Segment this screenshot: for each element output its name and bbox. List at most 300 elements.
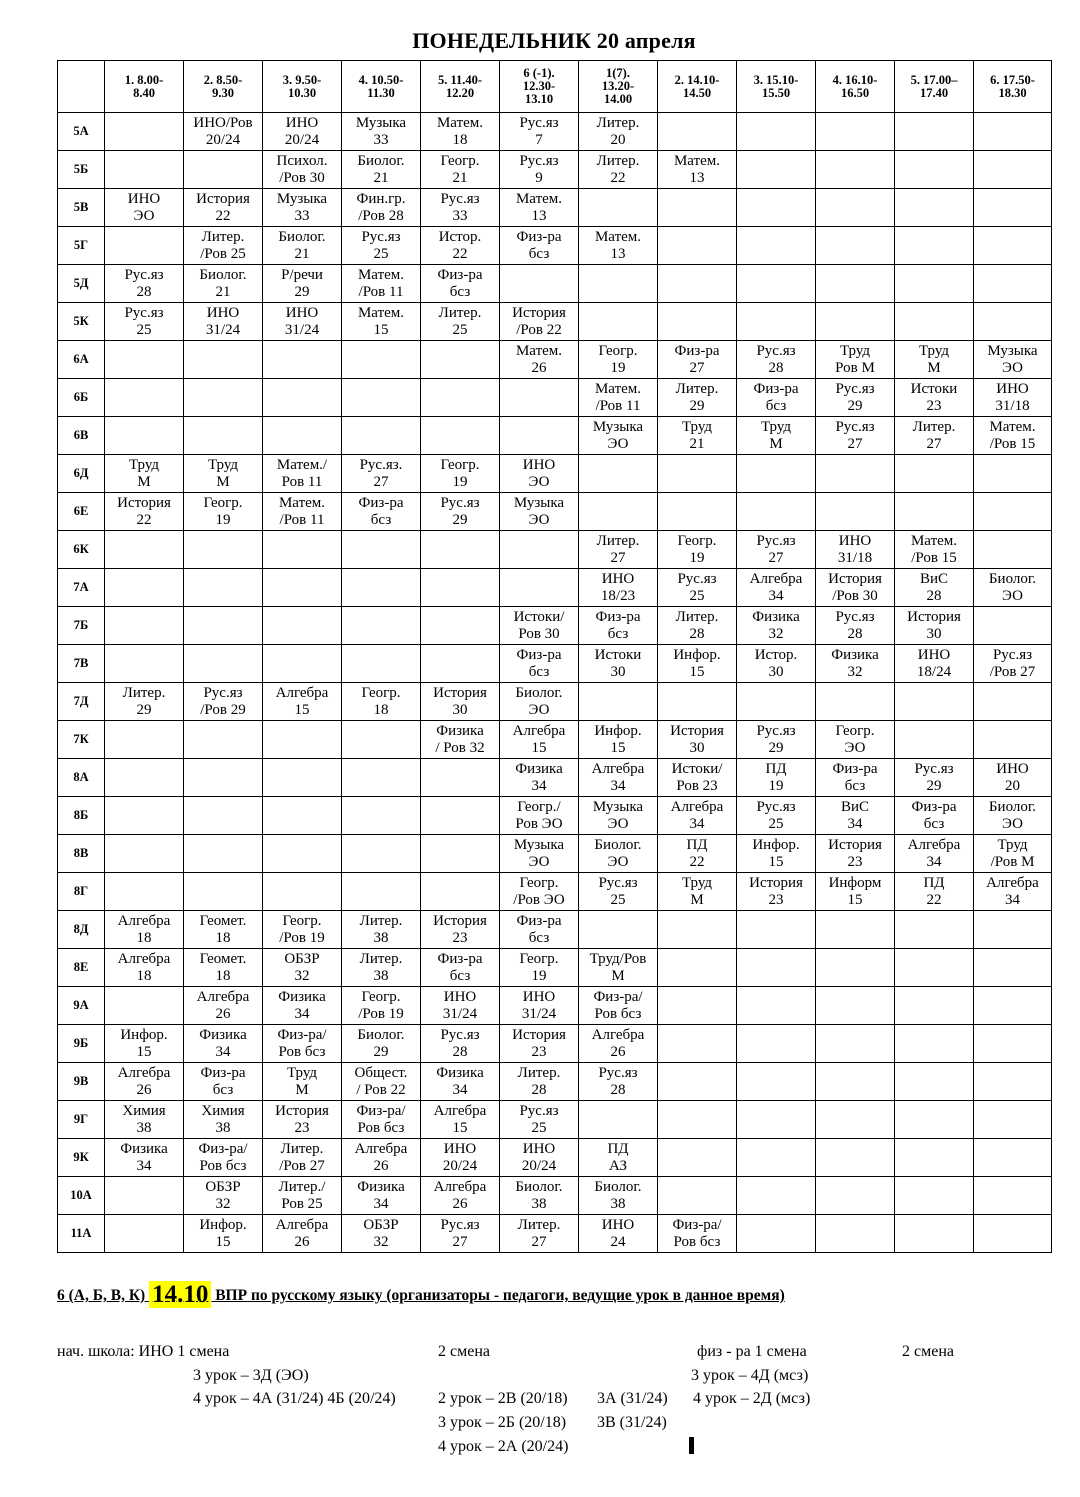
lesson-cell [895,341,974,379]
lesson-cell [816,569,895,607]
lesson-cell [579,1139,658,1177]
lesson-cell [263,683,342,721]
table-row [58,265,1052,303]
lesson-subject: Литер. [675,608,719,625]
lesson-cell [500,1101,579,1139]
class-label: 7Д [58,683,105,721]
lesson-room: 19 [452,473,468,490]
lesson-subject: Рус.яз [756,342,796,359]
lesson-cell [895,797,974,835]
lesson-room: 34 [689,815,705,832]
lesson-cell [342,721,421,759]
lesson-subject: Биолог. [515,684,563,701]
lesson-cell [500,417,579,455]
text-cursor [689,1437,694,1454]
corner-cell [58,61,105,113]
lesson-room: М [927,359,941,376]
lesson-cell [421,151,500,189]
lesson-cell [342,645,421,683]
lesson-room: /Ров 15 [911,549,957,566]
lesson-cell [974,683,1052,721]
lesson-subject: Рус.яз [361,228,401,245]
lesson-subject: Физ-ра/ [672,1216,722,1233]
lesson-room: бсз [844,777,866,794]
lesson-cell [263,1101,342,1139]
lesson-room: 30 [689,739,705,756]
lesson-cell [184,1215,263,1253]
lesson-cell [342,189,421,227]
lesson-room: 30 [610,663,626,680]
lesson-subject: Биолог. [594,1178,642,1195]
lesson-cell [263,1139,342,1177]
lesson-room: 29 [689,397,705,414]
lesson-cell [105,759,184,797]
lesson-room: /Ров 19 [358,1005,404,1022]
lesson-cell [579,1177,658,1215]
lesson-cell [579,189,658,227]
period-header-line: 3. 9.50- [282,72,322,87]
lesson-room: 27 [847,435,863,452]
lesson-cell [500,341,579,379]
lesson-cell [737,569,816,607]
lesson-cell [658,1063,737,1101]
lesson-cell [658,645,737,683]
lesson-cell [658,1177,737,1215]
table-row [58,911,1052,949]
lesson-subject: Рус.яз [124,266,164,283]
lesson-cell [579,721,658,759]
lesson-cell [658,455,737,493]
lesson-cell [263,151,342,189]
lesson-room: ЭО [528,473,550,490]
lesson-cell [737,493,816,531]
lesson-cell [342,531,421,569]
lesson-cell [737,1101,816,1139]
lesson-cell [421,569,500,607]
lesson-room: 38 [136,1119,152,1136]
period-header-line: 1(7). [606,66,630,80]
lesson-cell [105,949,184,987]
lesson-subject: Рус.яз [519,152,559,169]
lesson-subject: Биолог. [357,152,405,169]
lesson-room: 34 [531,777,547,794]
lesson-cell [816,113,895,151]
lesson-cell [579,1215,658,1253]
lesson-room: 22 [610,169,626,186]
period-header-line: 4. 16.10- [832,72,878,87]
lesson-cell [105,1139,184,1177]
lesson-subject: Матем. [989,418,1036,435]
lesson-cell [342,607,421,645]
lesson-room: 21 [294,245,310,262]
lesson-room: ЭО [607,815,629,832]
period-header-line: 14.00 [603,92,633,106]
lesson-cell [263,455,342,493]
lesson-subject: Музыка [592,798,644,815]
table-row [58,607,1052,645]
lesson-cell [500,1025,579,1063]
lesson-cell [184,1101,263,1139]
lesson-cell [816,341,895,379]
vpr-note [57,1281,785,1309]
lesson-cell [105,417,184,455]
lesson-room: 21 [689,435,705,452]
lesson-cell [184,227,263,265]
lesson-cell [500,1215,579,1253]
table-row [58,151,1052,189]
lesson-subject: Физ-ра [358,494,404,511]
lesson-cell [184,797,263,835]
lesson-cell [342,341,421,379]
lesson-cell [974,303,1052,341]
lesson-subject: Физика [831,646,879,663]
lesson-cell [816,835,895,873]
lesson-room: 15 [136,1043,152,1060]
table-row [58,1215,1052,1253]
lesson-room: / Ров 22 [356,1081,406,1098]
lesson-subject: Алгебра [117,950,171,967]
lesson-cell [737,1025,816,1063]
lesson-subject: Инфор. [673,646,721,663]
lesson-room: 28 [136,283,152,300]
lesson-room: 26 [136,1081,152,1098]
class-label: 6Б [58,379,105,417]
lesson-cell [500,797,579,835]
lesson-cell [263,493,342,531]
lesson-room: 23 [768,891,784,908]
lesson-cell [421,645,500,683]
lesson-room: 22 [689,853,705,870]
lesson-cell [184,493,263,531]
lesson-cell [105,569,184,607]
lesson-cell [184,683,263,721]
period-header-line: 11.30 [367,85,395,100]
period-header [342,61,421,113]
lesson-room: ЭО [607,435,629,452]
lesson-cell [816,303,895,341]
lesson-cell [737,987,816,1025]
lesson-cell [500,1063,579,1101]
ino-shift2-lesson2: 2 урок – 2В (20/18) [438,1390,568,1407]
lesson-cell [342,911,421,949]
lesson-cell [421,797,500,835]
lesson-subject: ПД [686,836,708,853]
lesson-subject: История [512,1026,566,1043]
lesson-subject: Литер. [596,114,640,131]
lesson-subject: Труд/Ров [589,950,647,967]
lesson-cell [500,911,579,949]
period-header-line: 5. 17.00– [910,72,958,87]
lesson-room: 29 [847,397,863,414]
lesson-cell [579,303,658,341]
lesson-subject: Рус.яз [598,874,638,891]
lesson-subject: Геомет. [199,912,247,929]
lesson-cell [579,569,658,607]
lesson-cell [342,987,421,1025]
lesson-subject: Физика [120,1140,168,1157]
lesson-cell [263,759,342,797]
lesson-cell [974,1025,1052,1063]
schedule-body [58,113,1052,1253]
vpr-note-text: ВПР по русскому языку (организаторы - педагоги, ведущие урок в данное время) [211,1287,785,1304]
lesson-cell [895,455,974,493]
lesson-cell [974,759,1052,797]
lesson-cell [184,1177,263,1215]
lesson-subject: Матем. [594,228,642,245]
lesson-cell [737,227,816,265]
lesson-room: 18 [215,929,231,946]
lesson-subject: Труд [207,456,239,473]
lesson-cell [579,531,658,569]
lesson-cell [895,949,974,987]
lesson-subject: Рус.яз [992,646,1033,663]
lesson-subject: Матем. [515,190,563,207]
lesson-room: 26 [215,1005,231,1022]
period-header [658,61,737,113]
class-label: 5Г [58,227,105,265]
lesson-room: ЭО [528,511,550,528]
lesson-cell [579,379,658,417]
lesson-room: /Ров 11 [279,511,325,528]
lesson-subject: Литер. [596,152,640,169]
lesson-room: 23 [294,1119,310,1136]
lesson-cell [895,227,974,265]
lesson-subject: Литер. [912,418,956,435]
lesson-cell [579,645,658,683]
lesson-cell [737,341,816,379]
lesson-room: Ров бсз [594,1005,642,1022]
lesson-subject: Р/речи [281,266,323,283]
lesson-cell [342,1063,421,1101]
lesson-room: 23 [531,1043,547,1060]
lesson-cell [579,1025,658,1063]
class-label: 9Г [58,1101,105,1139]
lesson-cell [184,569,263,607]
lesson-cell [737,1177,816,1215]
lesson-cell [658,189,737,227]
class-label: 8А [58,759,105,797]
lesson-room: 20/24 [442,1157,478,1174]
lesson-subject: Матем./ [276,456,328,473]
lesson-cell [658,341,737,379]
table-row [58,721,1052,759]
lesson-subject: Литер. [359,950,403,967]
lesson-room: Ров 23 [676,777,718,794]
lesson-subject: Алгебра [117,912,171,929]
lesson-cell [500,113,579,151]
lesson-room: 9 [535,169,543,186]
lesson-cell [342,1177,421,1215]
lesson-cell [579,873,658,911]
lesson-subject: Рус.яз [519,114,559,131]
lesson-subject: Рус.яз [440,1026,480,1043]
lesson-cell [342,1215,421,1253]
lesson-room: 20/24 [284,131,320,148]
lesson-subject: Геогр. [440,152,480,169]
lesson-subject: Физ-ра [674,342,720,359]
lesson-subject: Матем. [910,532,958,549]
period-header-line: 6 (-1). [523,66,555,80]
pe-first-shift-label: физ - ра 1 смена [697,1343,807,1360]
period-header [421,61,500,113]
lesson-room: 15 [215,1233,231,1250]
lesson-subject: Биолог. [199,266,247,283]
lesson-room: ЭО [133,207,155,224]
lesson-cell [974,531,1052,569]
lesson-cell [105,303,184,341]
lesson-subject: Физ-ра/ [198,1140,248,1157]
lesson-cell [974,1177,1052,1215]
lesson-cell [342,949,421,987]
lesson-cell [184,987,263,1025]
lesson-cell [816,1025,895,1063]
lesson-cell [500,759,579,797]
lesson-room: бсз [607,625,629,642]
ino-shift2-lesson2-extra: 3А (31/24) [597,1390,668,1407]
lesson-subject: Физ-ра [595,608,641,625]
lesson-cell [895,1177,974,1215]
lesson-room: 30 [926,625,942,642]
class-label: 8В [58,835,105,873]
lesson-cell [974,835,1052,873]
lesson-room: ЭО [607,853,629,870]
ino-shift2-lesson3: 3 урок – 2Б (20/18) [438,1414,567,1431]
period-header-line: 13.20- [601,79,635,93]
lesson-room: 21 [373,169,389,186]
period-header-line: 4. 10.50- [358,72,404,87]
lesson-cell [105,645,184,683]
lesson-subject: Музыка [513,836,565,853]
lesson-subject: Алгебра [117,1064,171,1081]
lesson-cell [421,1025,500,1063]
lesson-cell [579,987,658,1025]
lesson-subject: Инфор. [594,722,642,739]
lesson-room: 26 [531,359,547,376]
lesson-subject: Инфор. [199,1216,247,1233]
lesson-subject: Геомет. [199,950,247,967]
lesson-room: ЭО [528,701,550,718]
table-row [58,759,1052,797]
lesson-cell [184,303,263,341]
lesson-cell [105,1063,184,1101]
lesson-cell [421,303,500,341]
lesson-room: 38 [215,1119,231,1136]
lesson-cell [421,607,500,645]
lesson-subject: Алгебра [986,874,1039,891]
lesson-cell [342,151,421,189]
class-label: 7А [58,569,105,607]
lesson-room: 25 [610,891,626,908]
lesson-cell [737,113,816,151]
lesson-subject: ИНО [443,1140,477,1157]
lesson-cell [342,1025,421,1063]
lesson-subject: История [275,1102,329,1119]
lesson-subject: Труд [997,836,1028,853]
lesson-room: М [137,473,151,490]
class-label: 8Г [58,873,105,911]
lesson-room: 28 [926,587,942,604]
lesson-subject: Физ-ра/ [356,1102,406,1119]
lesson-subject: Рус.яз [124,304,164,321]
lesson-cell [184,531,263,569]
class-label: 8Б [58,797,105,835]
ino-second-shift-label: 2 смена [438,1343,490,1360]
lesson-cell [895,911,974,949]
lesson-room: 33 [373,131,389,148]
lesson-cell [342,1101,421,1139]
lesson-cell [658,113,737,151]
lesson-subject: Психол. [276,152,328,169]
lesson-subject: История [433,912,487,929]
lesson-cell [263,227,342,265]
lesson-subject: Алгебра [433,1102,487,1119]
lesson-cell [737,797,816,835]
lesson-cell [816,721,895,759]
lesson-subject: Геогр. [361,988,401,1005]
lesson-subject: Физ-ра [911,798,957,815]
lesson-subject: Общест. [354,1064,408,1081]
table-row [58,303,1052,341]
schedule-table [57,60,1052,1253]
lesson-cell [816,265,895,303]
lesson-cell [263,379,342,417]
lesson-room: 31/24 [284,321,320,338]
lesson-room: 15 [689,663,705,680]
lesson-cell [500,455,579,493]
lesson-subject: Музыка [592,418,644,435]
lesson-cell [263,569,342,607]
lesson-subject: Труд [128,456,160,473]
lesson-room: 31/24 [205,321,241,338]
lesson-cell [816,1215,895,1253]
lesson-cell [184,265,263,303]
lesson-cell [579,113,658,151]
period-header-line: 9.30 [212,85,234,100]
table-row [58,341,1052,379]
lesson-cell [105,379,184,417]
lesson-cell [658,911,737,949]
lesson-cell [658,265,737,303]
lesson-subject: ИНО [285,304,319,321]
lesson-subject: Музыка [276,190,328,207]
lesson-room: /Ров 30 [279,169,325,186]
lesson-cell [974,1139,1052,1177]
lesson-subject: Физика [436,1064,484,1081]
lesson-subject: Литер. [201,228,245,245]
lesson-room: /Ров 15 [989,435,1036,452]
lesson-cell [421,835,500,873]
lesson-subject: Алгебра [275,1216,329,1233]
lesson-subject: Рус.яз. [359,456,403,473]
lesson-cell [895,531,974,569]
lesson-cell [184,341,263,379]
lesson-room: Ров ЭО [515,815,563,832]
lesson-cell [342,797,421,835]
lesson-room: М [611,967,625,984]
lesson-subject: ИНО [285,114,319,131]
lesson-cell [895,1139,974,1177]
lesson-subject: ИНО [917,646,951,663]
lesson-room: М [769,435,783,452]
class-label: 5Б [58,151,105,189]
lesson-cell [974,911,1052,949]
lesson-room: 25 [373,245,389,262]
lesson-cell [895,379,974,417]
lesson-cell [500,531,579,569]
vpr-note-classes: 6 (А, Б, В, К) [57,1287,150,1304]
lesson-subject: Истоки [594,646,642,663]
lesson-cell [974,1101,1052,1139]
